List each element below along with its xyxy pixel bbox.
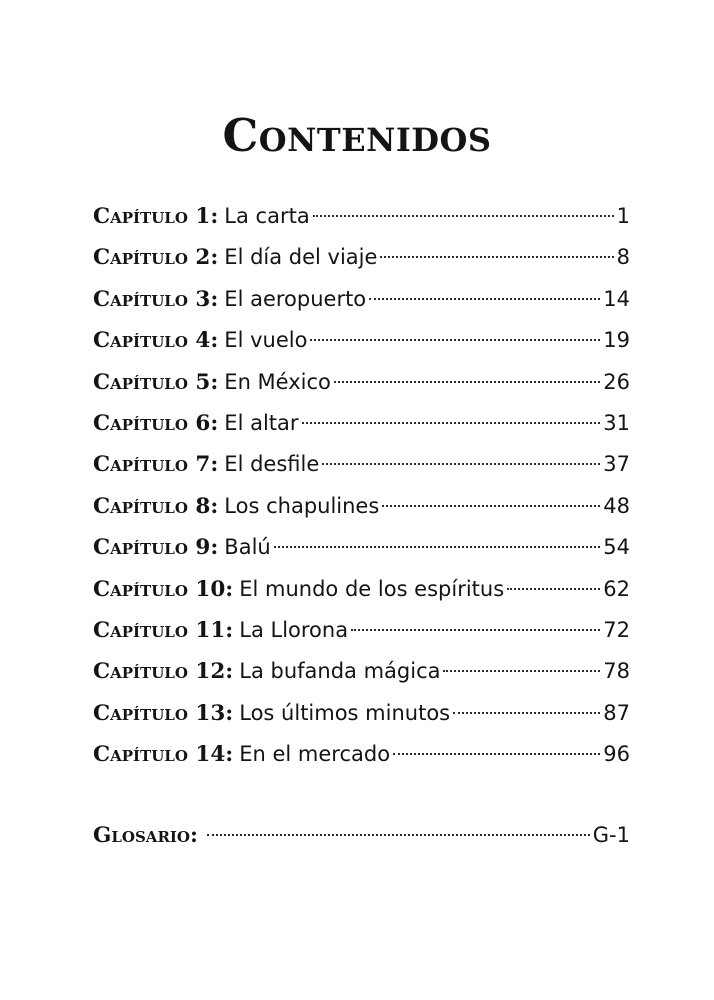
chapter-label: Capítulo 11: bbox=[93, 617, 234, 643]
chapter-title: El altar bbox=[224, 410, 299, 435]
dot-leader bbox=[334, 381, 600, 383]
chapter-title: La Llorona bbox=[239, 617, 349, 642]
dot-leader bbox=[369, 298, 600, 300]
toc-entry-chapter-13[interactable] bbox=[93, 693, 630, 734]
chapter-label: Capítulo 14: bbox=[93, 742, 234, 768]
page-number: 78 bbox=[603, 659, 630, 684]
chapter-title: La carta bbox=[224, 204, 310, 228]
chapter-label: Capítulo 7: bbox=[93, 452, 219, 478]
page-number: 1 bbox=[616, 204, 630, 228]
toc-entry-chapter-8[interactable] bbox=[93, 486, 630, 527]
chapter-label: Capítulo 3: bbox=[93, 286, 219, 312]
page-number: 37 bbox=[603, 452, 630, 477]
dot-leader bbox=[322, 463, 600, 465]
chapter-label: Capítulo 2: bbox=[93, 245, 219, 271]
table-of-contents bbox=[93, 196, 630, 775]
chapter-label: Capítulo 9: bbox=[93, 535, 219, 561]
toc-entry-glossary[interactable] bbox=[93, 815, 630, 856]
toc-entry-chapter-12[interactable] bbox=[93, 651, 630, 692]
chapter-title: El aeropuerto bbox=[224, 286, 367, 311]
page-title: Contenidos bbox=[222, 109, 492, 162]
chapter-title: En el mercado bbox=[239, 742, 391, 767]
chapter-title: Balú bbox=[224, 535, 271, 560]
toc-entry-chapter-14[interactable] bbox=[93, 734, 630, 775]
page-number: 48 bbox=[603, 493, 630, 518]
page-number: 96 bbox=[603, 742, 630, 767]
dot-leader bbox=[380, 256, 613, 258]
chapter-label: Capítulo 10: bbox=[93, 576, 234, 602]
dot-leader bbox=[507, 588, 600, 590]
chapter-label: Capítulo 4: bbox=[93, 328, 219, 354]
toc-entry-chapter-3[interactable] bbox=[93, 279, 630, 320]
toc-entry-chapter-7[interactable] bbox=[93, 444, 630, 485]
chapter-title: El desfile bbox=[224, 452, 320, 477]
chapter-label: Capítulo 13: bbox=[93, 700, 234, 726]
chapter-title: Los chapulines bbox=[224, 493, 380, 518]
toc-entry-chapter-6[interactable] bbox=[93, 403, 630, 444]
chapter-title: En México bbox=[224, 369, 331, 394]
page-number: 72 bbox=[603, 617, 630, 642]
chapter-label: Capítulo 12: bbox=[93, 659, 234, 685]
toc-entry-chapter-9[interactable] bbox=[93, 527, 630, 568]
page-number: 62 bbox=[603, 576, 630, 601]
dot-leader bbox=[382, 505, 600, 507]
glossary-row bbox=[93, 815, 630, 856]
chapter-title: El mundo de los espíritus bbox=[239, 576, 505, 601]
chapter-label: Capítulo 8: bbox=[93, 493, 219, 519]
chapter-label: Capítulo 6: bbox=[93, 410, 219, 436]
page-number: 54 bbox=[603, 535, 630, 560]
chapter-label: Capítulo 5: bbox=[93, 369, 219, 395]
page-number: 8 bbox=[616, 245, 630, 270]
toc-entry-chapter-11[interactable] bbox=[93, 610, 630, 651]
page-number: 26 bbox=[603, 369, 630, 394]
chapter-title: El vuelo bbox=[224, 328, 308, 353]
chapter-title: El día del viaje bbox=[224, 245, 378, 270]
toc-entry-chapter-1[interactable] bbox=[93, 196, 630, 237]
dot-leader bbox=[351, 629, 600, 631]
glossary-label: Glosario: bbox=[93, 823, 198, 848]
toc-entry-chapter-5[interactable] bbox=[93, 362, 630, 403]
dot-leader bbox=[207, 834, 590, 836]
chapter-label: Capítulo 1: bbox=[93, 204, 219, 229]
toc-entry-chapter-2[interactable] bbox=[93, 237, 630, 278]
page-number: G-1 bbox=[592, 823, 630, 847]
page-number: 14 bbox=[603, 286, 630, 311]
page-number: 19 bbox=[603, 328, 630, 353]
chapter-title: Los últimos minutos bbox=[239, 700, 451, 725]
chapter-title: La bufanda mágica bbox=[239, 659, 441, 684]
dot-leader bbox=[393, 753, 600, 755]
dot-leader bbox=[313, 215, 614, 217]
toc-entry-chapter-4[interactable] bbox=[93, 320, 630, 361]
dot-leader bbox=[274, 546, 601, 548]
dot-leader bbox=[453, 712, 600, 714]
dot-leader bbox=[310, 339, 600, 341]
dot-leader bbox=[302, 422, 601, 424]
page-number: 87 bbox=[603, 700, 630, 725]
page-number: 31 bbox=[603, 410, 630, 435]
dot-leader bbox=[443, 670, 600, 672]
toc-entry-chapter-10[interactable] bbox=[93, 569, 630, 610]
